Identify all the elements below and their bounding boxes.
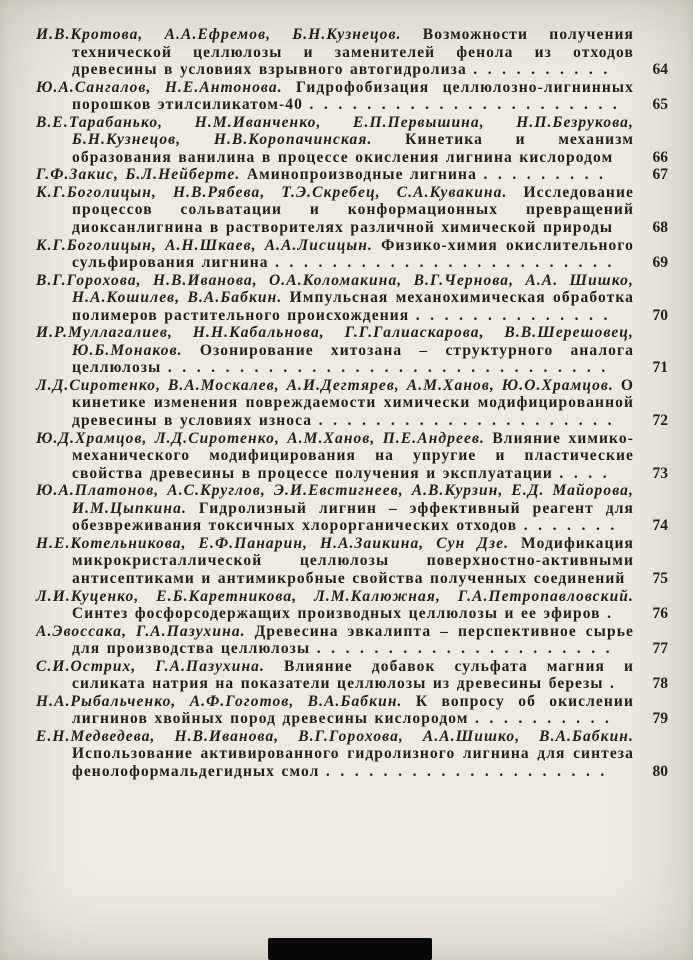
toc-entry-page-number: 80 <box>652 762 668 780</box>
toc-entry-page-number: 68 <box>652 219 668 237</box>
toc-entry-text <box>36 272 634 325</box>
dot-leader: . . . . . . . <box>523 517 617 535</box>
toc-entry-title: Древесина эвкалипта – перспективное сырье для производства целлюлозы <box>72 622 634 658</box>
toc-entry-page-number: 70 <box>652 306 668 324</box>
toc-entry-text <box>36 79 634 114</box>
toc-entry-text <box>36 114 634 167</box>
toc-entry-authors: Е.Н.Медведева, Н.В.Иванова, В.Г.Горохова, А.А.Шишко, В.А.Бабкин. <box>36 727 634 745</box>
toc-entry-page-number: 65 <box>652 96 668 114</box>
toc-entry-page-number: 69 <box>652 254 668 272</box>
toc-entry-authors: Г.Ф.Закис, Б.Л.Нейберте. <box>36 166 241 184</box>
dot-leader: . . . . . . . . . . . . . . . . . . . . <box>325 762 607 780</box>
toc-entry-authors: Ю.А.Платонов, А.С.Круглов, Э.И.Евстигнеев, А.В.Курзин, Е.Д. Майорова, И.М.Цыпкина. <box>36 482 634 517</box>
dot-leader: . . . . . . . . . . . . . . <box>415 306 611 324</box>
toc-entry-page-number: 72 <box>652 412 668 430</box>
toc-entry <box>36 26 668 79</box>
toc-entry-authors: В.Г.Горохова, Н.В.Иванова, О.А.Коломакина, В.Г.Чернова, А.А. Шишко, Н.А.Кошилев, В.А.Бабкин. <box>36 271 634 307</box>
toc-entry-page-number: 78 <box>652 675 668 693</box>
toc-entry <box>36 658 668 693</box>
toc-entry-page-number: 71 <box>652 359 668 377</box>
toc-entry-title: Кинетика и механизм образования ванилина в процессе окисления лигнина кислородом <box>72 131 634 166</box>
dot-leader: . . . . . . . . . . . . . . . . . . . . . . . . . . . . . . . <box>167 359 608 377</box>
toc-entry-page-number: 74 <box>652 517 668 535</box>
toc-entry <box>36 114 668 167</box>
toc-entry-page-number: 79 <box>652 710 668 728</box>
toc-entry-authors: А.Эвоссака, Г.А.Пазухина. <box>36 622 246 640</box>
toc-entry-page-number: 76 <box>652 605 668 623</box>
toc-entry-title: Озонирование хитозана – структурного аналога целлюлозы <box>72 341 634 377</box>
dot-leader: . . . . . . . . . . . . . . . . . . . . . <box>318 412 615 430</box>
toc-entry-text <box>36 658 634 693</box>
toc-entry-page-number: 77 <box>652 640 668 658</box>
dot-leader: . . . . . . . . . . <box>473 61 610 79</box>
toc-entry-text <box>36 166 634 184</box>
toc-entry <box>36 184 668 237</box>
toc-entry-title: Модификация микрокристаллической целлюлозы поверхностно-активными антисептиками и антимикробные свойства полученных соединений <box>72 534 634 587</box>
toc-entry-title: О кинетике изменения повреждаемости химически модифицированной древесины в условиях износа <box>72 376 634 430</box>
toc-entry-title: Влияние добавок сульфата магния и силиката натрия на показатели целлюлозы из древесины березы <box>72 657 635 693</box>
dot-leader: . <box>607 605 614 623</box>
toc-entry-authors: Л.И.Куценко, Е.Б.Каретникова, Л.М.Калюжная, Г.А.Петропавловский. <box>36 587 634 605</box>
toc-entry <box>36 430 668 483</box>
toc-entry-text <box>36 482 634 535</box>
toc-entry <box>36 623 668 658</box>
toc-entry-authors: Н.Е.Котельникова, Е.Ф.Панарин, Н.А.Заикина, Сун Дзе. <box>36 534 510 552</box>
toc-entry <box>36 588 668 623</box>
toc-entry-title: Гидролизный лигнин – эффективный реагент для обезвреживания токсичных хлорорганических отходов <box>72 499 634 535</box>
toc-entry-page-number: 66 <box>652 148 668 166</box>
toc-entry-text <box>36 588 634 623</box>
toc-entry-authors: В.Е.Тарабанько, Н.М.Иванченко, Е.П.Первышина, Н.П.Безрукова, Б.Н.Кузнецов, Н.В.Коропачинская. <box>36 113 634 149</box>
toc-entry <box>36 237 668 272</box>
toc-entry-title: Исследование процессов сольватации и конформационных превращений диоксанлигнина в растворителях различной химической природы <box>72 183 634 237</box>
toc-entry <box>36 166 668 184</box>
toc-entry-text <box>36 535 634 588</box>
toc-entry-page-number: 64 <box>652 61 668 79</box>
toc-entry-text <box>36 623 634 658</box>
dot-leader: . . . . <box>559 464 610 482</box>
toc-entry-title: Аминопроизводные лигнина <box>246 166 477 184</box>
toc-entry-authors: К.Г.Боголицын, Н.В.Рябева, Т.Э.Скребец, С.А.Кувакина. <box>36 183 508 201</box>
toc-entry-text <box>36 324 634 377</box>
toc-entry <box>36 377 668 430</box>
toc-entry-text <box>36 693 634 728</box>
toc-entry <box>36 482 668 535</box>
dot-leader: . <box>610 675 617 693</box>
toc-entry-title: К вопросу об окислении лигнинов хвойных пород древесины кислородом <box>72 692 634 728</box>
toc-entry-authors: С.И.Острих, Г.А.Пазухина. <box>36 657 265 675</box>
toc-entry-title: Физико-химия окислительного сульфирования лигнина <box>72 236 634 272</box>
toc-entry-title: Импульсная механохимическая обработка полимеров растительного происхождения <box>72 289 634 324</box>
toc-entry <box>36 324 668 377</box>
toc-entry <box>36 693 668 728</box>
toc-entry-text <box>36 377 634 430</box>
toc-entry-text <box>36 237 634 272</box>
toc-entry-authors: Н.А.Рыбальченко, А.Ф.Гоготов, В.А.Бабкин. <box>36 692 403 710</box>
toc-entry-authors: И.В.Кротова, А.А.Ефремов, Б.Н.Кузнецов. <box>36 26 402 43</box>
dot-leader: . . . . . . . . . . . . . . . . . . . . . . <box>309 96 620 114</box>
dot-leader: . . . . . . . . . . . . . . . . . . . . . <box>316 640 613 658</box>
toc-entry <box>36 79 668 114</box>
toc-entry-page-number: 73 <box>652 464 668 482</box>
toc-entry-authors: Ю.Д.Храмцов, Л.Д.Сиротенко, А.М.Ханов, П.Е.Андреев. <box>36 429 486 447</box>
scan-artifact-bar <box>268 938 432 960</box>
toc-entry-title: Влияние химико-механического модифицирования на упругие и пластические свойства древесины в процессе получения и эксплуатации <box>72 429 634 482</box>
toc-entry-title: Возможности получения технической целлюлозы и заменителей фенола из отходов древесины в условиях взрывного автогидролиза <box>72 26 634 79</box>
dot-leader: . . . . . . . . . . <box>475 710 612 728</box>
toc-entry-authors: Л.Д.Сиротенко, В.А.Москалев, А.И.Дегтярев, А.М.Ханов, Ю.О.Храмцов. <box>36 376 614 394</box>
toc-entry-text <box>36 26 634 79</box>
toc-entry-authors: Ю.А.Сангалов, Н.Е.Антонова. <box>36 78 283 96</box>
toc-list <box>36 26 668 781</box>
toc-entry-title: Использование активированного гидролизного лигнина для синтеза фенолоформальдегидных смол <box>72 745 634 780</box>
toc-entry-authors: И.Р.Муллагалиев, Н.Н.Кабальнова, Г.Г.Галиаскарова, В.В.Шерешовец, Ю.Б.Монаков. <box>36 324 634 359</box>
dot-leader: . . . . . . . . . . . . . . . . . . . . . . . . <box>275 254 614 272</box>
toc-entry-title: Синтез фосфорсодержащих производных целлюлозы и ее эфиров <box>72 605 601 623</box>
toc-entry-title: Гидрофобизация целлюлозно-лигнинных порошков этилсиликатом-40 <box>72 78 634 114</box>
toc-entry-page-number: 67 <box>652 166 668 184</box>
toc-entry <box>36 728 668 781</box>
dot-leader: . . . . . . . . . <box>483 166 606 184</box>
toc-entry-text <box>36 184 634 237</box>
toc-entry-text <box>36 430 634 483</box>
toc-entry-authors: К.Г.Боголицын, А.Н.Шкаев, А.А.Лисицын. <box>36 236 373 254</box>
toc-entry <box>36 272 668 325</box>
toc-entry-text <box>36 728 634 781</box>
toc-entry <box>36 535 668 588</box>
toc-entry-page-number: 75 <box>652 569 668 587</box>
